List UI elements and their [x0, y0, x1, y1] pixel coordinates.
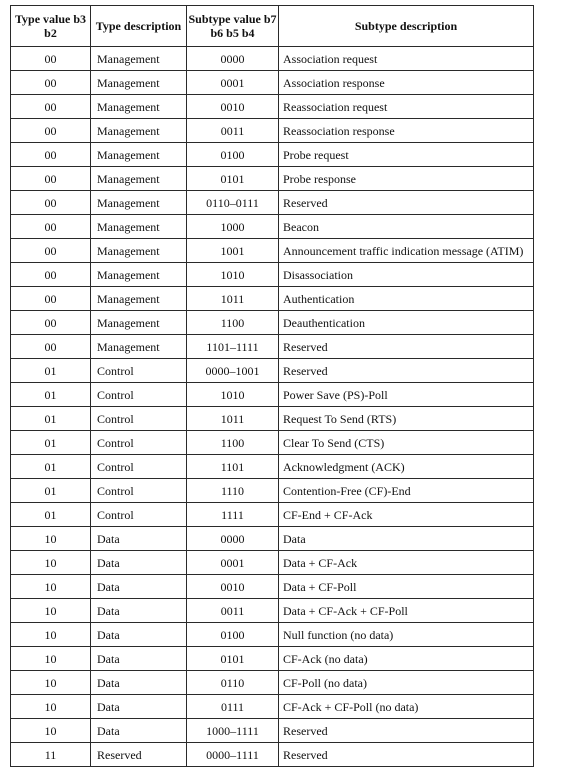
header-type-description: Type description: [91, 6, 187, 47]
subtype-description-cell: Data + CF-Ack: [279, 551, 534, 575]
subtype-description-cell: Data + CF-Ack + CF-Poll: [279, 599, 534, 623]
type-value-cell: 10: [11, 623, 91, 647]
type-value-cell: 00: [11, 119, 91, 143]
type-description-cell: Management: [91, 335, 187, 359]
type-description-cell: Management: [91, 95, 187, 119]
table-row: [11, 407, 534, 431]
header-subtype-value: Subtype value b7 b6 b5 b4: [187, 6, 279, 47]
type-description-cell: Management: [91, 71, 187, 95]
type-value-cell: 00: [11, 143, 91, 167]
type-description-cell: Data: [91, 671, 187, 695]
table-row: [11, 335, 534, 359]
subtype-value-cell: 0000: [187, 47, 279, 71]
subtype-value-cell: 1001: [187, 239, 279, 263]
subtype-description-cell: Request To Send (RTS): [279, 407, 534, 431]
subtype-value-cell: 1100: [187, 311, 279, 335]
frame-type-table: [10, 5, 534, 767]
subtype-description-cell: CF-Ack + CF-Poll (no data): [279, 695, 534, 719]
table-row: [11, 119, 534, 143]
subtype-value-cell: 1010: [187, 263, 279, 287]
type-description-cell: Management: [91, 215, 187, 239]
subtype-value-cell: 0010: [187, 95, 279, 119]
type-value-cell: 00: [11, 335, 91, 359]
subtype-description-cell: Association response: [279, 71, 534, 95]
subtype-description-cell: Contention-Free (CF)-End: [279, 479, 534, 503]
subtype-description-cell: Authentication: [279, 287, 534, 311]
type-value-cell: 10: [11, 647, 91, 671]
type-description-cell: Control: [91, 407, 187, 431]
subtype-value-cell: 0000–1111: [187, 743, 279, 767]
subtype-value-cell: 0001: [187, 551, 279, 575]
table-row: [11, 383, 534, 407]
table-row: [11, 263, 534, 287]
subtype-description-cell: CF-Poll (no data): [279, 671, 534, 695]
type-value-cell: 00: [11, 167, 91, 191]
subtype-description-cell: Reserved: [279, 191, 534, 215]
subtype-value-cell: 0110–0111: [187, 191, 279, 215]
subtype-value-cell: 0101: [187, 647, 279, 671]
table-row: [11, 287, 534, 311]
type-value-cell: 00: [11, 47, 91, 71]
table-row: [11, 143, 534, 167]
subtype-value-cell: 0101: [187, 167, 279, 191]
subtype-description-cell: Disassociation: [279, 263, 534, 287]
table-row: [11, 527, 534, 551]
subtype-description-cell: Reassociation request: [279, 95, 534, 119]
type-value-cell: 00: [11, 287, 91, 311]
subtype-value-cell: 1101–1111: [187, 335, 279, 359]
type-description-cell: Control: [91, 455, 187, 479]
type-value-cell: 10: [11, 599, 91, 623]
table-row: [11, 215, 534, 239]
table-row: [11, 575, 534, 599]
table-row: [11, 239, 534, 263]
subtype-description-cell: Association request: [279, 47, 534, 71]
subtype-value-cell: 1101: [187, 455, 279, 479]
table-row: [11, 95, 534, 119]
subtype-description-cell: Probe request: [279, 143, 534, 167]
type-description-cell: Data: [91, 719, 187, 743]
header-subtype-description: Subtype description: [279, 6, 534, 47]
table-row: [11, 479, 534, 503]
table-header: [11, 6, 534, 47]
table-row: [11, 431, 534, 455]
table-row: [11, 71, 534, 95]
subtype-description-cell: CF-Ack (no data): [279, 647, 534, 671]
subtype-value-cell: 1000: [187, 215, 279, 239]
type-value-cell: 11: [11, 743, 91, 767]
type-description-cell: Data: [91, 647, 187, 671]
subtype-value-cell: 0100: [187, 623, 279, 647]
subtype-value-cell: 0110: [187, 671, 279, 695]
header-row: [11, 6, 534, 47]
table-row: [11, 167, 534, 191]
type-value-cell: 01: [11, 455, 91, 479]
type-value-cell: 10: [11, 527, 91, 551]
type-value-cell: 00: [11, 71, 91, 95]
subtype-description-cell: Data + CF-Poll: [279, 575, 534, 599]
type-description-cell: Data: [91, 551, 187, 575]
type-value-cell: 00: [11, 215, 91, 239]
subtype-value-cell: 0011: [187, 599, 279, 623]
type-value-cell: 01: [11, 479, 91, 503]
subtype-description-cell: Acknowledgment (ACK): [279, 455, 534, 479]
subtype-description-cell: Reassociation response: [279, 119, 534, 143]
subtype-description-cell: Beacon: [279, 215, 534, 239]
table-row: [11, 359, 534, 383]
subtype-value-cell: 1010: [187, 383, 279, 407]
table-row: [11, 455, 534, 479]
type-description-cell: Control: [91, 503, 187, 527]
type-description-cell: Data: [91, 623, 187, 647]
frame-type-table-container: [10, 5, 533, 767]
type-description-cell: Management: [91, 311, 187, 335]
type-description-cell: Management: [91, 287, 187, 311]
table-row: [11, 743, 534, 767]
subtype-value-cell: 0001: [187, 71, 279, 95]
table-row: [11, 623, 534, 647]
subtype-description-cell: Reserved: [279, 743, 534, 767]
table-row: [11, 671, 534, 695]
header-type-value: Type value b3 b2: [11, 6, 91, 47]
type-description-cell: Management: [91, 239, 187, 263]
type-description-cell: Data: [91, 695, 187, 719]
type-description-cell: Control: [91, 383, 187, 407]
table-row: [11, 551, 534, 575]
type-value-cell: 01: [11, 503, 91, 527]
type-value-cell: 00: [11, 95, 91, 119]
type-value-cell: 00: [11, 239, 91, 263]
subtype-value-cell: 1110: [187, 479, 279, 503]
subtype-value-cell: 0000–1001: [187, 359, 279, 383]
subtype-value-cell: 0000: [187, 527, 279, 551]
subtype-description-cell: Probe response: [279, 167, 534, 191]
subtype-description-cell: Power Save (PS)-Poll: [279, 383, 534, 407]
type-description-cell: Management: [91, 167, 187, 191]
table-row: [11, 719, 534, 743]
type-description-cell: Management: [91, 119, 187, 143]
table-row: [11, 191, 534, 215]
type-description-cell: Data: [91, 575, 187, 599]
type-value-cell: 01: [11, 383, 91, 407]
type-description-cell: Data: [91, 527, 187, 551]
table-body: [11, 47, 534, 767]
subtype-value-cell: 0010: [187, 575, 279, 599]
type-description-cell: Management: [91, 191, 187, 215]
subtype-description-cell: Data: [279, 527, 534, 551]
type-description-cell: Management: [91, 263, 187, 287]
type-value-cell: 10: [11, 695, 91, 719]
subtype-value-cell: 1111: [187, 503, 279, 527]
subtype-description-cell: Reserved: [279, 335, 534, 359]
type-value-cell: 10: [11, 671, 91, 695]
subtype-description-cell: Clear To Send (CTS): [279, 431, 534, 455]
type-description-cell: Reserved: [91, 743, 187, 767]
type-description-cell: Control: [91, 359, 187, 383]
table-row: [11, 503, 534, 527]
type-value-cell: 10: [11, 575, 91, 599]
subtype-value-cell: 0011: [187, 119, 279, 143]
type-value-cell: 01: [11, 359, 91, 383]
type-value-cell: 00: [11, 191, 91, 215]
subtype-description-cell: Null function (no data): [279, 623, 534, 647]
type-description-cell: Data: [91, 599, 187, 623]
type-value-cell: 10: [11, 551, 91, 575]
subtype-value-cell: 1100: [187, 431, 279, 455]
subtype-value-cell: 0111: [187, 695, 279, 719]
subtype-value-cell: 1011: [187, 407, 279, 431]
subtype-description-cell: Deauthentication: [279, 311, 534, 335]
table-row: [11, 311, 534, 335]
subtype-description-cell: Reserved: [279, 719, 534, 743]
subtype-description-cell: Reserved: [279, 359, 534, 383]
type-description-cell: Management: [91, 47, 187, 71]
type-value-cell: 00: [11, 263, 91, 287]
subtype-value-cell: 1000–1111: [187, 719, 279, 743]
table-row: [11, 695, 534, 719]
type-value-cell: 01: [11, 407, 91, 431]
table-row: [11, 599, 534, 623]
subtype-description-cell: Announcement traffic indication message (ATIM): [279, 239, 534, 263]
subtype-description-cell: CF-End + CF-Ack: [279, 503, 534, 527]
subtype-value-cell: 1011: [187, 287, 279, 311]
type-description-cell: Control: [91, 431, 187, 455]
type-description-cell: Control: [91, 479, 187, 503]
table-row: [11, 47, 534, 71]
table-row: [11, 647, 534, 671]
subtype-value-cell: 0100: [187, 143, 279, 167]
type-value-cell: 01: [11, 431, 91, 455]
type-value-cell: 00: [11, 311, 91, 335]
type-description-cell: Management: [91, 143, 187, 167]
type-value-cell: 10: [11, 719, 91, 743]
